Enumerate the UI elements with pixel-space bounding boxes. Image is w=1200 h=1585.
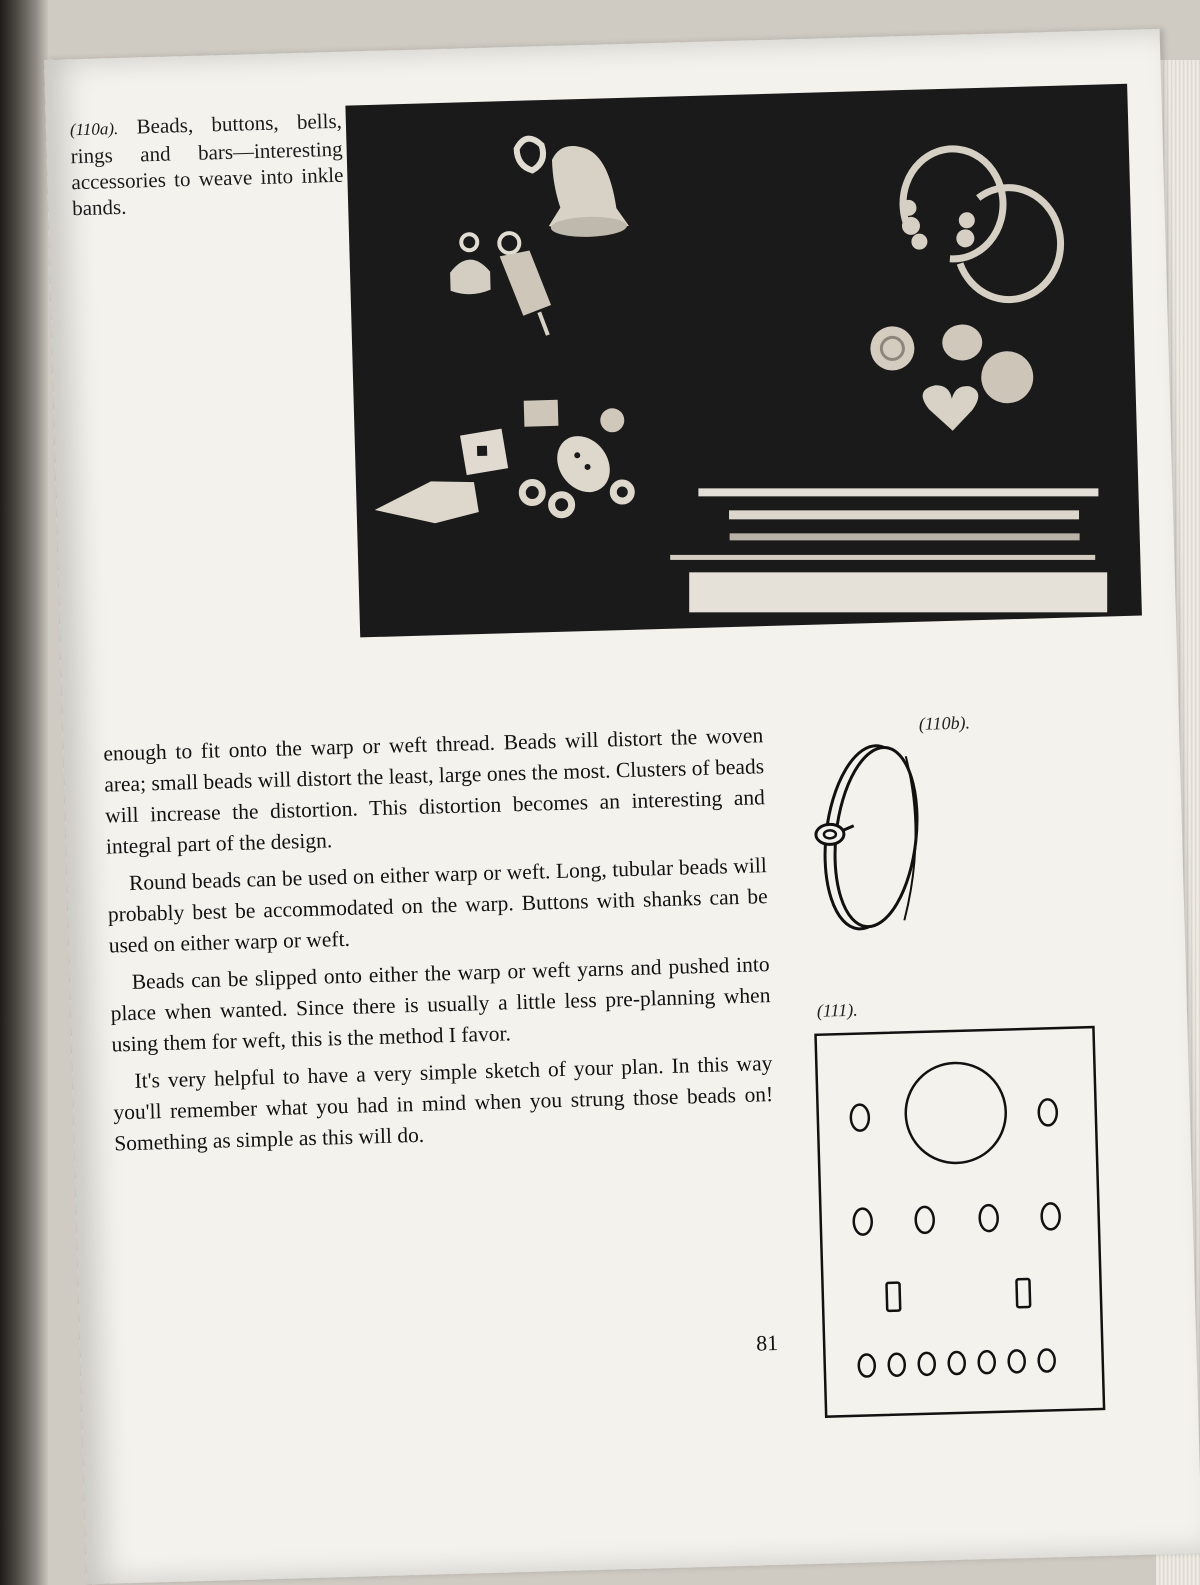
small-bead-icon (1008, 1350, 1025, 1372)
figure-110b-label: (110b). (918, 712, 971, 734)
bell-icon (516, 136, 629, 239)
bead-oval-icon (853, 1208, 872, 1234)
figure-111-label: (111). (816, 999, 858, 1021)
tube-bead-icon (1016, 1279, 1030, 1307)
bead-oval-icon (979, 1205, 998, 1231)
tube-bead-icon (886, 1283, 900, 1311)
small-bead-icon (858, 1354, 875, 1376)
small-bead-icon (918, 1353, 935, 1375)
paragraph-3: Beads can be slipped onto either the warp or weft yarns and pushed into place when wanted. Since there is usually a little less pre-planning when using them for weft, this is the method I favor. (110, 952, 771, 1057)
shank-button-drawing (803, 736, 929, 944)
small-bell-icon (449, 234, 491, 295)
cylinder-bell-icon (499, 232, 552, 336)
bead-plan-sketch (813, 1025, 1106, 1424)
shank-button-icon (811, 739, 929, 936)
paragraph-4: It's very helpful to have a very simple sketch of your plan. In this way you'll remember what you had in mind when you strung those beads on! Something as simple as this will do. (113, 1051, 774, 1156)
small-bead-icon (978, 1351, 995, 1373)
bead-oval-icon (1041, 1203, 1060, 1229)
paragraph-1: enough to fit onto the warp or weft thread. Beads will distort the woven area; small beads will distort the least, large ones the most. Clusters of beads will increase the distortion. This distortion becomes an interesting and integral part of the design. (103, 723, 766, 859)
bead-oval-icon (1038, 1099, 1057, 1125)
large-bead-icon (904, 1062, 1007, 1165)
small-bead-icon (1038, 1349, 1055, 1371)
book-page (44, 29, 1200, 1585)
caption-110a-text: Beads, buttons, bells, rings and bars—interesting accessories to weave into inkle bands. (70, 108, 344, 221)
cone-bead-icon (374, 480, 479, 525)
sketch-frame (816, 1027, 1105, 1417)
book-spine (0, 0, 48, 1585)
square-bead-icon (459, 400, 560, 475)
caption-110a (70, 108, 345, 222)
button-icon (870, 323, 1034, 407)
small-bead-icon (948, 1352, 965, 1374)
ring-icon (899, 146, 1062, 303)
small-bead-icon (888, 1353, 905, 1375)
page-number: 81 (755, 1330, 779, 1356)
accessories-photo (345, 84, 1142, 638)
body-text (103, 720, 775, 1165)
caption-110a-ref: (110a). (69, 118, 119, 140)
paragraph-2: Round beads can be used on either warp or weft. Long, tubular beads will probably best be accommodated on the warp. Buttons with shanks can be used on either warp or weft. (107, 853, 768, 958)
bar-icon (668, 477, 1108, 624)
bead-oval-icon (915, 1207, 934, 1233)
bead-oval-icon (850, 1104, 869, 1130)
heart-button-icon (922, 384, 979, 432)
